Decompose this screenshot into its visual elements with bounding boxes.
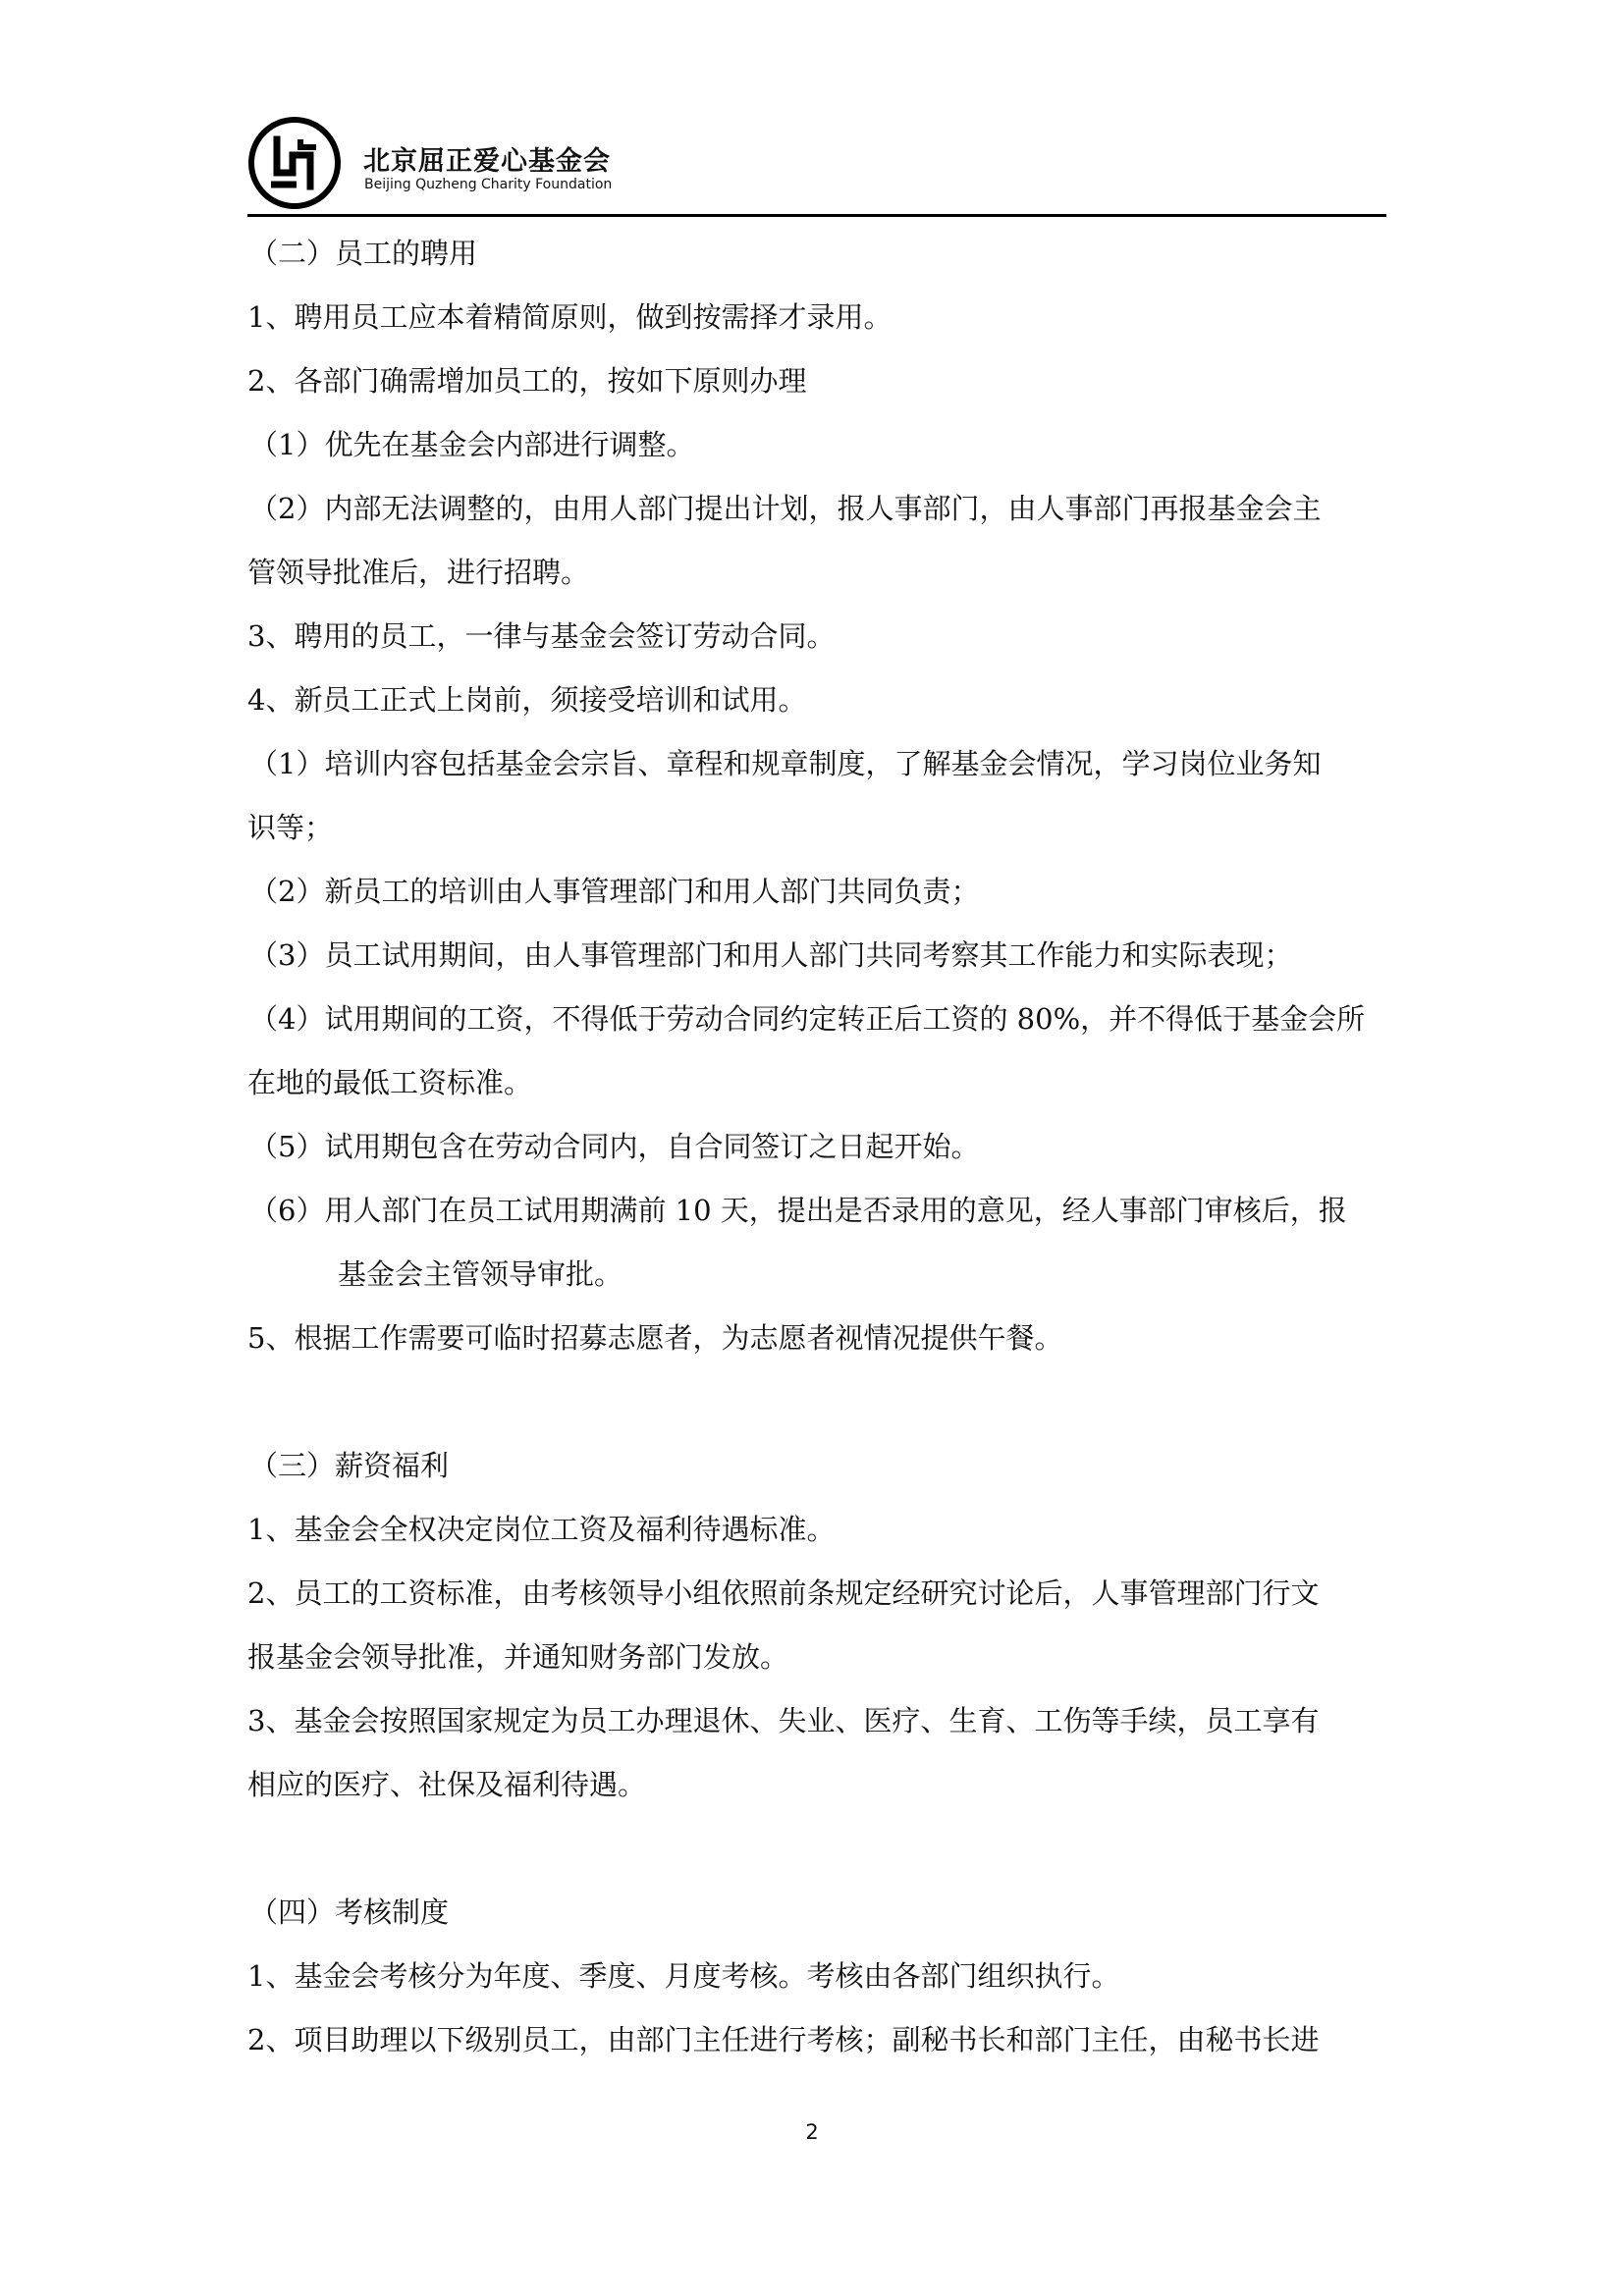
employment-item-2-2-continued: 管领导批准后，进行招聘。 (247, 556, 590, 589)
employment-item-4-6-continued: 基金会主管领导审批。 (338, 1257, 623, 1291)
employment-item-4-1: （1）培训内容包括基金会宗旨、章程和规章制度，了解基金会情况，学习岗位业务知 (249, 747, 1322, 780)
compensation-item-3: 3、基金会按照国家规定为员工办理退休、失业、医疗、生育、工伤等手续，员工享有 (247, 1704, 1320, 1737)
compensation-item-2: 2、员工的工资标准，由考核领导小组依照前条规定经研究讨论后，人事管理部门行文 (247, 1576, 1320, 1610)
page-header (247, 116, 1386, 218)
employment-item-4-5: （5）试用期包含在劳动合同内，自合同签订之日起开始。 (249, 1130, 980, 1163)
section-title-employment: （二）员工的聘用 (249, 237, 478, 270)
employment-item-2-1: （1）优先在基金会内部进行调整。 (249, 428, 695, 461)
section-title-compensation: （三）薪资福利 (249, 1449, 450, 1482)
employment-item-4-6: （6）用人部门在员工试用期满前 10 天，提出是否录用的意见，经人事部门审核后，报 (249, 1194, 1347, 1227)
header-divider (247, 214, 1386, 217)
compensation-item-1: 1、基金会全权决定岗位工资及福利待遇标准。 (247, 1513, 836, 1546)
employment-item-4-1-continued: 识等； (247, 811, 334, 844)
assessment-item-2: 2、项目助理以下级别员工，由部门主任进行考核；副秘书长和部门主任，由秘书长进 (247, 2023, 1320, 2056)
org-name-en: Beijing Quzheng Charity Foundation (364, 177, 613, 192)
employment-item-2: 2、各部门确需增加员工的，按如下原则办理 (247, 364, 807, 398)
section-spacer (247, 1817, 1386, 1881)
compensation-item-2-continued: 报基金会领导批准，并通知财务部门发放。 (247, 1640, 789, 1674)
section-spacer (247, 1370, 1386, 1434)
employment-item-1: 1、聘用员工应本着精简原则，做到按需择才录用。 (247, 300, 893, 334)
employment-item-2-2: （2）内部无法调整的，由用人部门提出计划，报人事部门，由人事部门再报基金会主 (249, 492, 1322, 525)
compensation-item-3-continued: 相应的医疗、社保及福利待遇。 (247, 1768, 647, 1801)
employment-item-4-2: （2）新员工的培训由人事管理部门和用人部门共同负责； (249, 875, 980, 908)
org-name-cn: 北京屈正爱心基金会 (363, 146, 611, 177)
assessment-item-1: 1、基金会考核分为年度、季度、月度考核。考核由各部门组织执行。 (247, 1959, 1120, 1993)
employment-item-5: 5、根据工作需要可临时招募志愿者，为志愿者视情况提供午餐。 (247, 1321, 1063, 1355)
document-body (247, 222, 1386, 2072)
foundation-logo (247, 116, 342, 210)
page-number: 2 (805, 2120, 819, 2144)
employment-item-3: 3、聘用的员工，一律与基金会签订劳动合同。 (247, 619, 836, 653)
employment-item-4-4: （4）试用期间的工资，不得低于劳动合同约定转正后工资的 80%，并不得低于基金会所 (249, 1002, 1366, 1036)
employment-item-4: 4、新员工正式上岗前，须接受培训和试用。 (247, 683, 807, 717)
employment-item-4-3: （3）员工试用期间，由人事管理部门和用人部门共同考察其工作能力和实际表现； (249, 938, 1293, 972)
employment-item-4-4-continued: 在地的最低工资标准。 (247, 1066, 533, 1099)
section-title-assessment: （四）考核制度 (249, 1896, 450, 1929)
